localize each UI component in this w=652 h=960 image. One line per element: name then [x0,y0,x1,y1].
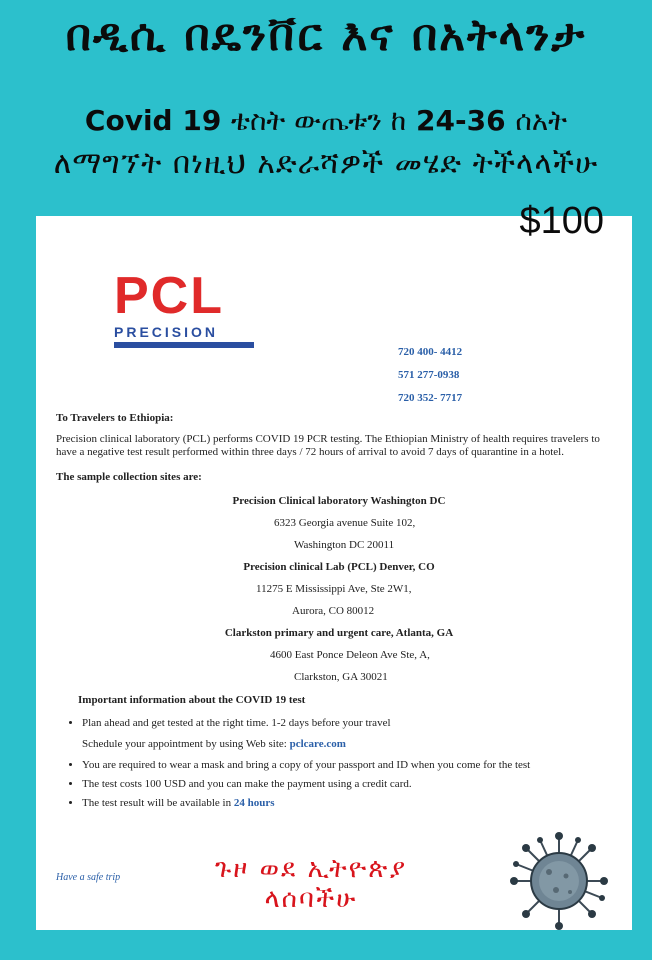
blessing-line: ላሰባችሁ [264,884,358,914]
info-list [56,717,622,810]
logo-name: PCL [114,267,224,325]
phone-number[interactable]: 571 277-0938 [398,369,460,381]
site-city: Aurora, CO 80012 [292,605,375,617]
phone-list [398,346,462,415]
test-result-text: ቴስት ውጤቱን ከ [231,104,407,137]
info-item-text: The test result will be available in [82,797,234,809]
phone-number[interactable]: 720 352- 7717 [398,392,463,404]
schedule-line [82,738,622,751]
site-list [56,490,622,688]
sites-heading: The sample collection sites are: [56,471,202,483]
site-city: Washington DC 20011 [294,539,395,551]
site-city: Clarkston, GA 30021 [294,671,388,683]
hours-unit: ሰአት [515,104,568,137]
info-heading: Important information about the COVID 19 test [78,694,306,706]
info-item-text: Plan ahead and get tested at the right time. 1-2 days before your travel [82,717,391,729]
result-time: 24 hours [233,797,275,809]
headline-line-1 [0,104,652,138]
info-item: • You are required to wear a mask and bring a copy of your passport and ID when you come for the test [82,759,622,772]
site-address: 11275 E Mississippi Ave, Ste 2W1, [256,583,412,595]
logo-bar [114,342,254,348]
site-name: Precision clinical Lab (PCL) Denver, CO [243,561,435,573]
safe-trip-text: Have a safe trip [56,872,121,883]
virus-icon [504,832,614,930]
site-address: 4600 East Ponce Deleon Ave Ste, A, [270,649,430,661]
pcl-logo [114,267,254,350]
info-item [82,717,622,751]
page-title: በዲሲ በዴንቨር እና በአትላንታ [65,10,587,61]
hours-range: 24-36 [416,104,506,137]
site-name: Clarkston primary and urgent care, Atlanta, GA [224,627,454,639]
flyer-card [36,216,632,930]
headline-line-2: ለማግኘት በነዚህ አድራሻዎች መሄድ ትችላላችሁ [53,146,599,181]
site-address: 6323 Georgia avenue Suite 102, [274,517,416,529]
intro-paragraph: Precision clinical laboratory (PCL) performs COVID 19 PCR testing. The Ethiopian Ministry of health requires travelers to have a negative test result performed within three days / 72 hours of arrival to avoid 7 days of quarantine in a hotel. [56,433,600,458]
site-name: Precision Clinical laboratory Washington DC [232,495,446,507]
covid-label: Covid 19 [84,104,222,137]
logo-subtitle: PRECISION [114,324,219,340]
phone-number[interactable]: 720 400- 4412 [398,346,463,358]
blessing-line: ጉዞ ወደ ኢትዮጵያ [214,854,408,884]
website-link[interactable]: pclcare.com [289,738,346,750]
schedule-text: Schedule your appointment by using Web site: [82,738,290,750]
intro-heading: To Travelers to Ethiopia: [56,412,174,424]
flyer-body [56,412,622,816]
info-item: • The test costs 100 USD and you can make the payment using a credit card. [82,778,622,791]
price-tag: $100 [519,200,604,242]
blessing-text [186,854,436,914]
info-item [82,797,622,810]
